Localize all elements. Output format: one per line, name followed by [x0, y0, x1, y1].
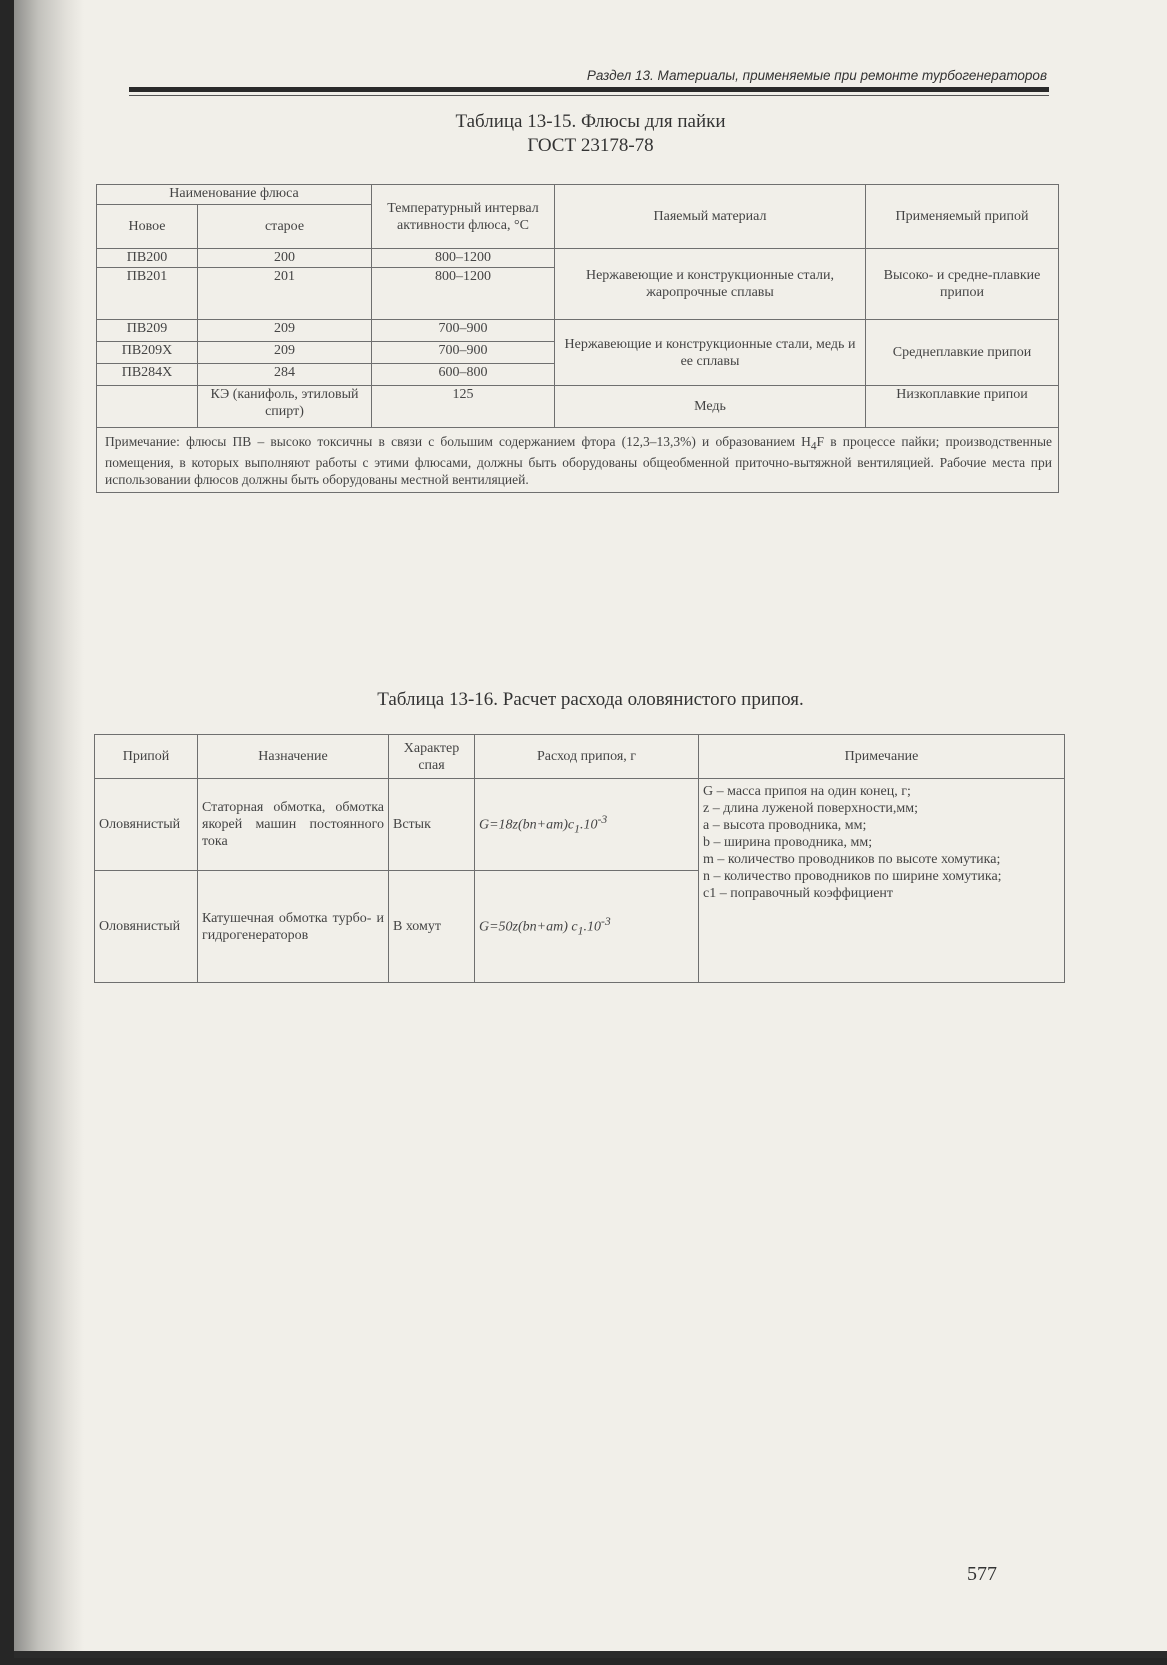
note-line: m – количество проводников по высоте хомутика; [703, 852, 1001, 867]
header-rule-thin [129, 95, 1049, 96]
note-line: c1 – поправочный коэффициент [703, 886, 894, 901]
note-text-cont: F в процессе пайки; производственные помещения, в которых выполняют работы с этими флюсами, должны быть оборудованы общеобменной приточно-вытяжной вентиляцией. Рабочие места при использовании флюсов должны быть оборудованы местной вентиляцией. [105, 434, 1053, 487]
flux-row-new: ПВ284Х [97, 364, 198, 386]
table15-caption-title: Таблица 13-15. Флюсы для пайки [455, 111, 726, 132]
formula-main: G=50z(bn+am) c [479, 919, 578, 935]
formula-exponent: -3 [597, 813, 608, 827]
row-formula [475, 779, 699, 871]
row-purpose: Катушечная обмотка турбо- и гидрогенераторов [198, 871, 389, 983]
flux-row-temp: 800–1200 [372, 268, 555, 320]
formula-exponent: -3 [600, 915, 611, 929]
flux-row-new: ПВ209 [97, 320, 198, 342]
flux-row-old: 209 [198, 320, 372, 342]
group-solder: Низкоплавкие припои [866, 386, 1059, 428]
note-line: z – длина луженой поверхности,мм; [703, 801, 919, 816]
group-material: Медь [555, 386, 866, 428]
row-solder: Оловянистый [95, 871, 198, 983]
formula-mid: .10 [583, 919, 601, 935]
book-page [14, 0, 1167, 1658]
group-material: Нержавеющие и конструкционные стали, медь и ее сплавы [555, 320, 866, 386]
row-note [699, 779, 1065, 983]
header-solder: Применяемый припой [866, 185, 1059, 249]
flux-row-temp: 125 [372, 386, 555, 428]
flux-table [96, 184, 1059, 493]
row-formula [475, 871, 699, 983]
header-consumption: Расход припоя, г [475, 735, 699, 779]
header-rule [129, 87, 1049, 92]
flux-row-new: ПВ200 [97, 249, 198, 268]
header-note: Примечание [699, 735, 1065, 779]
note-line: n – количество проводников по ширине хомутика; [703, 869, 1002, 884]
header-old-name: старое [198, 205, 372, 249]
flux-row-old: 201 [198, 268, 372, 320]
row-joint: В хомут [389, 871, 475, 983]
solder-consumption-table [94, 734, 1065, 983]
flux-row-old: 200 [198, 249, 372, 268]
header-purpose: Назначение [198, 735, 389, 779]
note-subscript: 4 [810, 440, 817, 453]
group-solder: Высоко- и средне-плавкие припои [866, 249, 1059, 320]
page-binding-shadow [14, 0, 84, 1658]
row-purpose: Статорная обмотка, обмотка якорей машин постоянного тока [198, 779, 389, 871]
formula-subscript: 1 [574, 822, 580, 836]
header-new-name: Новое [97, 205, 198, 249]
row-solder: Оловянистый [95, 779, 198, 871]
table15-caption-gost: ГОСТ 23178-78 [527, 135, 654, 156]
table16-caption [14, 688, 1167, 712]
formula-main: G=18z(bn+am)c [479, 817, 575, 833]
flux-row-temp: 800–1200 [372, 249, 555, 268]
running-header: Раздел 13. Материалы, применяемые при ремонте турбогенераторов [586, 68, 1047, 83]
scan-edge [14, 1651, 1167, 1658]
flux-row-new [97, 386, 198, 428]
header-solder: Припой [95, 735, 198, 779]
table15-caption [14, 110, 1167, 158]
header-temperature: Температурный интервал активности флюса, °С [372, 185, 555, 249]
row-joint: Встык [389, 779, 475, 871]
flux-row-old: 209 [198, 342, 372, 364]
flux-row-temp: 700–900 [372, 320, 555, 342]
flux-row-new: ПВ209Х [97, 342, 198, 364]
flux-row-old: КЭ (канифоль, этиловый спирт) [198, 386, 372, 428]
header-joint: Характер спая [389, 735, 475, 779]
flux-row-temp: 600–800 [372, 364, 555, 386]
flux-row-new: ПВ201 [97, 268, 198, 320]
note-text: Примечание: флюсы ПВ – высоко токсичны в связи с большим содержанием фтора (12,3–13,3%) и образованием H [105, 434, 811, 449]
note-line: a – высота проводника, мм; [703, 818, 867, 833]
note-line: G – масса припоя на один конец, г; [703, 784, 911, 799]
formula-subscript: 1 [577, 924, 584, 938]
header-flux-name: Наименование флюса [97, 185, 372, 205]
group-material: Нержавеющие и конструкционные стали, жаропрочные сплавы [555, 249, 866, 320]
formula-mid: .10 [579, 817, 598, 833]
note-line: b – ширина проводника, мм; [703, 835, 873, 850]
flux-table-note [97, 428, 1059, 493]
table16-caption-title: Таблица 13-16. Расчет расхода оловянистого припоя. [377, 689, 804, 710]
page-number: 577 [967, 1563, 997, 1585]
header-material: Паяемый материал [555, 185, 866, 249]
flux-row-temp: 700–900 [372, 342, 555, 364]
group-solder: Среднеплавкие припои [866, 320, 1059, 386]
flux-row-old: 284 [198, 364, 372, 386]
